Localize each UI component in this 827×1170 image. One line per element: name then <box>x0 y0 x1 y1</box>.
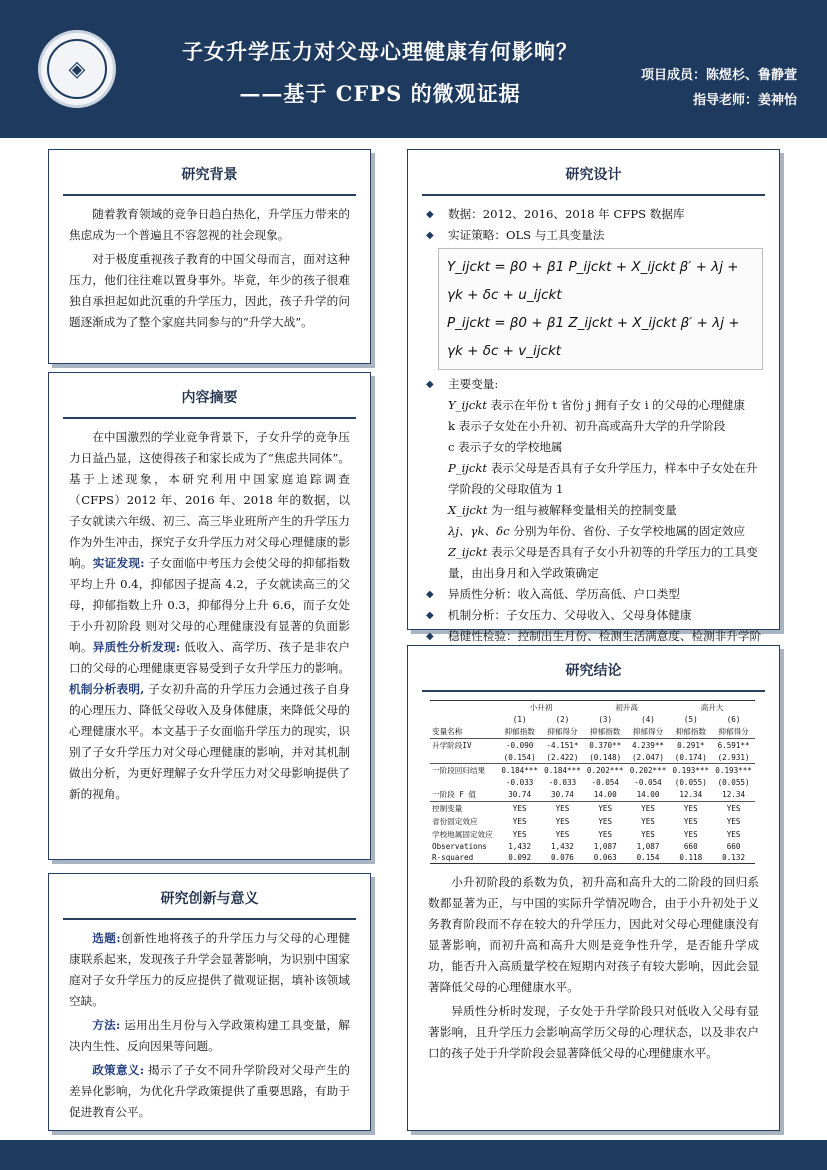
col-name: 抑郁得分 <box>632 727 664 736</box>
col-number: (2) <box>555 715 570 724</box>
paragraph: 随着教育领域的竞争日趋白热化，升学压力带来的焦虑成为一个普遍且不容忽视的社会现象。 <box>69 207 350 242</box>
table-cell: YES <box>584 802 627 816</box>
diamond-bullet-icon: ◆ <box>426 589 434 600</box>
divider <box>422 690 765 692</box>
diamond-bullet-icon: ◆ <box>426 209 434 220</box>
var-name-header: 变量名称 <box>432 727 463 736</box>
table-cell: (2.422) <box>546 753 579 762</box>
table-cell: 0.184*** <box>498 764 541 778</box>
divider <box>63 417 356 419</box>
table-cell: 1,432 <box>551 842 574 851</box>
table-cell: YES <box>669 802 712 816</box>
table-cell: YES <box>598 817 613 826</box>
advisor: 指导老师：姜神怡 <box>692 93 797 108</box>
logo-emblem-icon: ◈ <box>47 39 107 99</box>
panel-innovation <box>48 873 371 1131</box>
table-cell: YES <box>541 802 584 816</box>
data-source: 数据：2012、2016、2018 年 CFPS 数据库 <box>448 207 685 221</box>
table-cell: -4.151* <box>546 741 579 750</box>
table-cell: (2.931) <box>717 753 750 762</box>
conclusion-text <box>408 872 779 1064</box>
table-row <box>430 788 755 802</box>
mechanism-text: 子女初升高的升学压力会通过孩子自身的心理压力、降低父母收入及身体健康，来降低父母的心理健康水平。本文基于子女面临升学压力的现实，识别了子女升学压力对父母心理健康的影响，并对其机制做出分析，为更好理解子女升学压力对父母影响提供了新的视角。 <box>69 682 350 801</box>
table-cell: (0.148) <box>589 753 622 762</box>
equation-ols: Y_ijckt = β0 + β1 P_ijckt + X_ijckt β′ + λj + γk + δc + u_ijckt <box>447 259 739 303</box>
table-cell: YES <box>555 830 570 839</box>
table-cell: YES <box>512 830 527 839</box>
table-row <box>430 815 755 828</box>
table-cell: 0.092 <box>508 853 532 862</box>
col-name: 抑郁指数 <box>504 727 535 736</box>
list-item <box>426 225 763 246</box>
table-cell: YES <box>498 802 541 816</box>
paragraph: 异质性分析时发现，子女处于升学阶段只对低收入父母有显著影响，且升学压力会影响高学历父母的心理状态，以及非农户口的孩子处于升学阶段会显著降低父母的心理健康水平。 <box>428 1004 759 1060</box>
panel-title: 内容摘要 <box>181 390 238 406</box>
results-table <box>430 701 755 863</box>
var-symbol: λj、γk、δc <box>448 524 510 538</box>
policy-text: 揭示了子女不同升学阶段对父母产生的差异化影响，为优化升学政策提供了重要思路，有助于促进教育公平。 <box>69 1063 351 1119</box>
equations-box <box>438 248 763 370</box>
background-text <box>49 204 370 333</box>
panel-title: 研究背景 <box>181 167 238 183</box>
panel-design <box>407 149 780 643</box>
panel-conclusion <box>407 645 780 1131</box>
table-cell: -0.033 <box>505 778 534 787</box>
table-cell: 0.193*** <box>712 764 755 778</box>
variable-def <box>426 521 763 542</box>
design-list-vars <box>408 374 779 668</box>
table-cell: YES <box>683 817 698 826</box>
table-cell: YES <box>598 830 613 839</box>
row-label <box>430 777 498 788</box>
paragraph <box>69 1060 350 1123</box>
divider <box>63 194 356 196</box>
table-cell: (2.047) <box>631 753 664 762</box>
table-cell: YES <box>641 830 655 839</box>
col-number: (6) <box>726 715 741 724</box>
abstract-text <box>49 427 370 805</box>
table-cell: 0.184*** <box>541 764 584 778</box>
poster-header <box>0 0 827 138</box>
diamond-bullet-icon: ◆ <box>426 379 434 390</box>
var-symbol: X_ijckt <box>448 503 488 517</box>
row-label: Observations <box>432 842 487 851</box>
table-row <box>430 764 755 778</box>
list-item <box>426 584 763 605</box>
table-cell: (0.154) <box>503 753 536 762</box>
table-cell: -0.054 <box>591 778 619 787</box>
table-cell: 0.118 <box>679 853 703 862</box>
robustness: 稳健性检验：控制出生月份、检测生活满意度、检测非升学阶 <box>448 629 762 643</box>
var-symbol: Z_ijckt <box>448 545 488 559</box>
group-header: 小升初 <box>529 703 553 712</box>
var-desc: 为一组与被解释变量相关的控制变量 <box>487 503 677 517</box>
var-desc: 分别为年份、省份、子女学校地属的固定效应 <box>509 524 746 538</box>
project-members: 项目成员：陈煜杉、鲁静萱 <box>640 68 797 83</box>
variable-def <box>426 500 763 521</box>
col-number: (5) <box>683 715 698 724</box>
table-cell: 30.74 <box>551 790 574 799</box>
table-cell: YES <box>683 830 698 839</box>
group-header: 高升大 <box>700 703 724 712</box>
table-cell: -0.090 <box>505 741 534 750</box>
table-cell: (0.055) <box>674 778 707 787</box>
table-cell: YES <box>641 817 655 826</box>
table-cell: 0.063 <box>593 853 617 862</box>
table-row <box>430 852 755 863</box>
list-item <box>426 605 763 626</box>
var-desc: 表示父母是否具有子女小升初等的升学压力的工具变量，由出身月和入学政策确定 <box>448 545 758 580</box>
col-number: (3) <box>598 715 613 724</box>
university-logo <box>38 30 116 108</box>
table-row <box>430 841 755 852</box>
table-cell: (0.055) <box>717 778 750 787</box>
heterogeneity: 异质性分析：收入高低、学历高低、户口类型 <box>448 587 680 601</box>
col-number: (1) <box>512 715 527 724</box>
table-cell: 0.076 <box>551 853 574 862</box>
panel-title: 研究设计 <box>565 167 622 183</box>
table-body <box>430 739 755 864</box>
panel-title: 研究结论 <box>565 663 622 679</box>
design-list <box>408 204 779 246</box>
diamond-bullet-icon: ◆ <box>426 610 434 621</box>
group-header: 初升高 <box>615 703 638 712</box>
table-cell: YES <box>627 802 670 816</box>
table-cell: 12.34 <box>679 790 703 799</box>
table-cell: 14.00 <box>636 790 660 799</box>
var-symbol: P_ijckt <box>448 461 488 475</box>
variable-def <box>426 395 763 416</box>
table-cell: 6.591** <box>717 741 750 750</box>
table-cell: 14.00 <box>593 790 617 799</box>
table-cell: 1,432 <box>508 842 532 851</box>
panel-title: 研究创新与意义 <box>160 891 259 907</box>
table-row <box>430 828 755 841</box>
table-cell: YES <box>712 802 755 816</box>
table-cell: 0.132 <box>722 853 746 862</box>
table-cell: 0.370** <box>589 741 622 750</box>
table-group-row <box>430 701 755 714</box>
empty-header <box>430 701 498 714</box>
table-header-row <box>430 725 755 739</box>
table-cell: YES <box>555 817 570 826</box>
diamond-bullet-icon: ◆ <box>426 631 434 642</box>
poster-title-line2: ——基于 CFPS 的微观证据 <box>239 81 521 106</box>
table-colnum-row <box>430 714 755 725</box>
col-name: 抑郁指数 <box>675 727 706 736</box>
table-cell: YES <box>512 817 527 826</box>
paragraph: 对于极度重视孩子教育的中国父母而言，面对这种压力，他们往往难以置身事外。毕竟，年少的孩子很难独自承担起如此沉重的升学压力，因此，孩子升学的问题逐渐成为了整个家庭共同参与的“升学大战”。 <box>69 252 350 329</box>
divider <box>63 918 356 920</box>
table-cell: 12.34 <box>722 790 746 799</box>
table-cell: 0.291* <box>677 741 705 750</box>
table-cell: 660 <box>683 842 698 851</box>
equation-first-stage: P_ijckt = β0 + β1 Z_ijckt + X_ijckt β′ + λj + γk + δc + v_ijckt <box>447 315 740 359</box>
table-cell: YES <box>726 830 741 839</box>
list-item <box>426 204 763 225</box>
paragraph: 小升初阶段的系数为负，初升高和高升大的二阶段的回归系数都显著为正，与中国的实际升学情况吻合，由于小升初处于义务教育阶段而不存在较大的升学压力，因此对父母心理健康没有显著影响，而初升高和高升大则是竞争性升学，是否能升学成功，能否升入高质量学校在短期内对孩子有较大影响，因此会显著降低父母的心理健康水平。 <box>428 875 759 994</box>
table-cell: 0.202*** <box>584 764 627 778</box>
highlight-findings: 实证发现: <box>92 556 145 570</box>
abstract-intro: 在中国激烈的学业竞争背景下，子女升学的竞争压力日益凸显，这使得孩子和家长成为了“焦虑共同体”。基于上述现象，本研究利用中国家庭追踪调查（CFPS）2012 年、2016 年、2018 年的数据，以子女就读六年级、初三、高三毕业班所产生的升学压力作为外生冲击，探究子女升学压力对父母心理健康的影响。 <box>69 430 350 570</box>
var-desc: 表示在年份 t 省份 j 拥有子女 i 的父母的心理健康 <box>486 398 745 412</box>
variable-def <box>426 542 763 584</box>
table-row <box>430 739 755 753</box>
table-cell: 4.239** <box>631 741 664 750</box>
var-desc: 表示父母是否具有子女升学压力，样本中子女处在升学阶段的父母取值为 1 <box>448 461 758 496</box>
row-label <box>430 752 498 764</box>
diamond-bullet-icon: ◆ <box>426 230 434 241</box>
table-cell: 0.193*** <box>669 764 712 778</box>
paragraph <box>69 1015 350 1057</box>
heterogeneity-text: 低收入、高学历、孩子是非农户口的父母的心理健康更容易受到子女升学压力的影响。 <box>69 640 350 675</box>
table-cell: 1,087 <box>593 842 617 851</box>
row-label: 一阶段 F 值 <box>432 790 477 799</box>
paragraph <box>69 928 350 1012</box>
table-row <box>430 802 755 816</box>
mechanism: 机制分析：子女压力、父母收入、父母身体健康 <box>448 608 692 622</box>
empty-header <box>430 714 498 725</box>
table-cell: 0.202*** <box>627 764 670 778</box>
list-item <box>426 374 763 395</box>
variable-def <box>426 458 763 500</box>
highlight-mechanism: 机制分析表明, <box>69 682 145 696</box>
table-cell: 660 <box>726 842 741 851</box>
label-policy: 政策意义: <box>92 1063 145 1077</box>
table-cell: -0.054 <box>634 778 662 787</box>
row-label: 升学阶段IV <box>432 741 472 750</box>
label-topic: 选题: <box>92 931 121 945</box>
table-cell: (0.174) <box>674 753 707 762</box>
findings-text: 子女面临中考压力会使父母的抑郁指数平均上升 0.4，抑郁因子提高 4.2，子女就读高三的父母，抑郁指数上升 0.3，抑郁得分上升 6.6，而子女处于小升初阶段 则对父母的心理健康没有显著的负面影响。 <box>69 556 350 654</box>
main-variables-label: 主要变量: <box>448 377 499 391</box>
table-row <box>430 752 755 764</box>
col-name: 抑郁指数 <box>590 727 621 736</box>
row-label: 学校地属固定效应 <box>432 830 493 839</box>
empirical-strategy: 实证策略：OLS 与工具变量法 <box>448 228 605 242</box>
row-label: 省份固定效应 <box>432 817 478 826</box>
panel-abstract <box>48 372 371 860</box>
divider <box>422 194 765 196</box>
paragraph <box>69 427 350 805</box>
label-method: 方法: <box>92 1018 121 1032</box>
variable-def: k 表示子女处在小升初、初升高或高升大学的升学阶段 <box>448 419 726 433</box>
table-cell: 1,087 <box>636 842 660 851</box>
innovation-text <box>49 928 370 1123</box>
topic-text: 创新性地将孩子的升学压力与父母的心理健康联系起来，发现孩子升学会显著影响，为识别中国家庭对子女升学压力的反应提供了微观证据，填补该领域空缺。 <box>69 931 350 1008</box>
table-cell: 30.74 <box>508 790 532 799</box>
regression-table <box>430 700 755 864</box>
poster-footer <box>0 1140 827 1170</box>
row-label: R-squared <box>432 853 474 862</box>
table-row <box>430 777 755 788</box>
table-cell: 0.154 <box>636 853 660 862</box>
variable-def: c 表示子女的学校地属 <box>448 440 563 454</box>
highlight-heterogeneity: 异质性分析发现: <box>92 640 181 654</box>
poster-title-line1: 子女升学压力对父母心理健康有何影响？ <box>182 39 578 64</box>
panel-background <box>48 149 371 364</box>
col-number: (4) <box>641 715 655 724</box>
col-name: 抑郁得分 <box>547 727 578 736</box>
row-label: 控制变量 <box>430 802 498 816</box>
row-label: 一阶段回归结果 <box>430 764 498 778</box>
method-text: 运用出生月份与入学政策构建工具变量，解决内生性、反向因果等问题。 <box>69 1018 351 1053</box>
col-name: 抑郁得分 <box>718 727 749 736</box>
table-cell: YES <box>726 817 741 826</box>
table-cell: -0.033 <box>548 778 577 787</box>
var-symbol: Y_ijckt <box>448 398 487 412</box>
